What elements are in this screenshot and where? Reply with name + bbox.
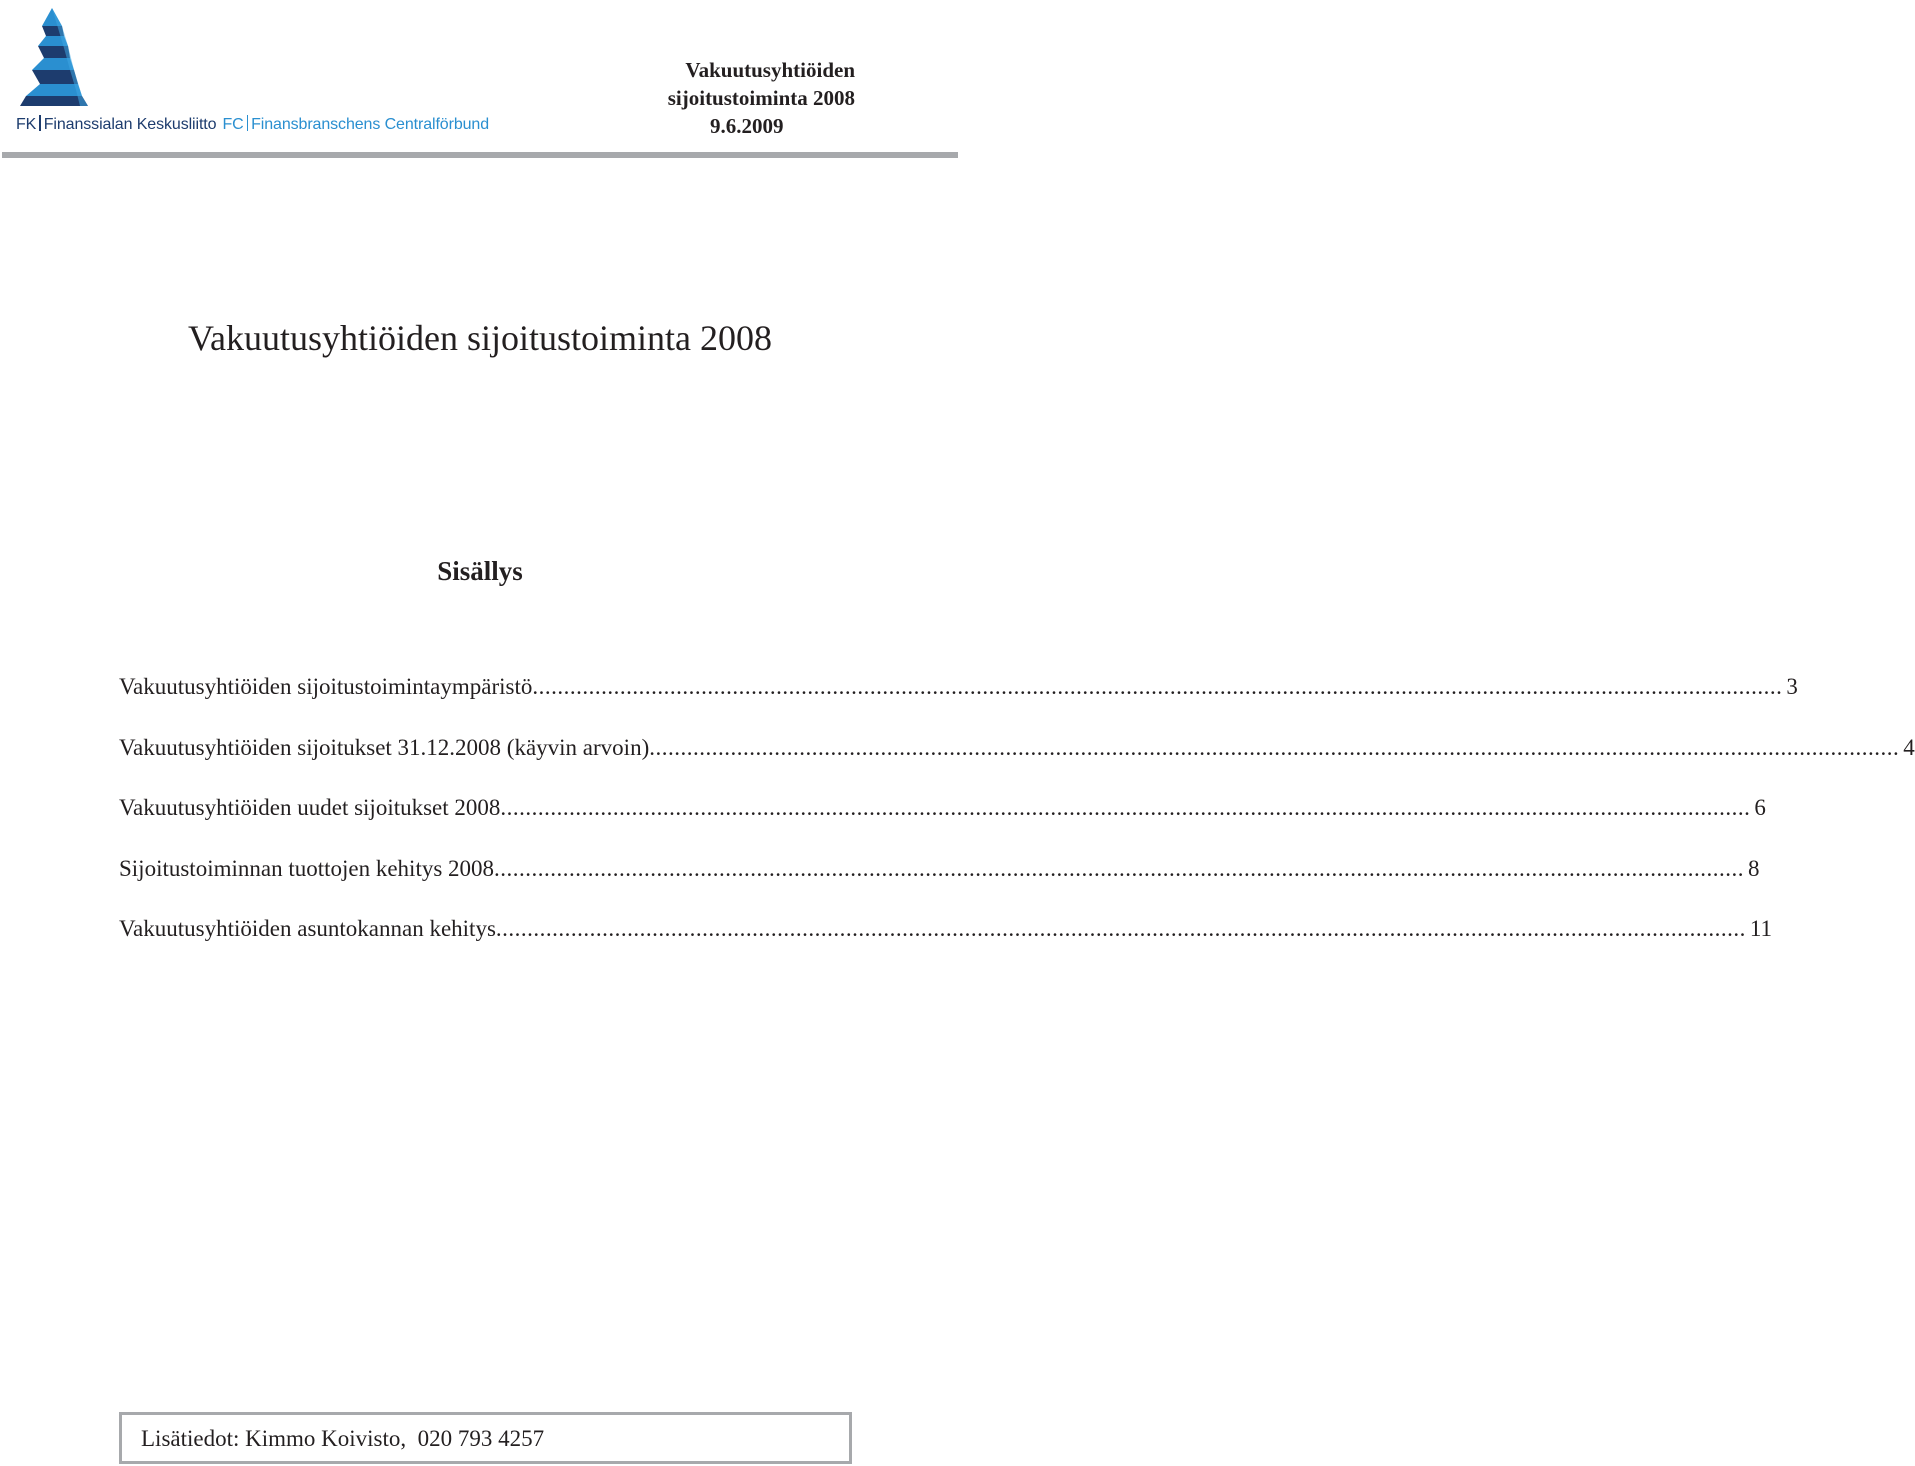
toc-entry-page: 6 — [1754, 795, 1766, 820]
toc-entry-title: Vakuutusyhtiöiden sijoitustoimintaympäristö — [119, 674, 533, 699]
contact-box — [119, 1412, 852, 1464]
toc-entry-page: 11 — [1749, 916, 1773, 941]
toc-entry[interactable] — [119, 672, 1798, 733]
org-fc-abbr: FC — [222, 116, 244, 133]
table-of-contents — [119, 672, 1915, 975]
toc-leader-dots: ........................................................................................................................................................................................................ — [495, 916, 1746, 941]
toc-entry[interactable] — [119, 914, 1773, 975]
contact-info: Lisätiedot: Kimmo Koivisto, 020 793 4257 — [141, 1426, 545, 1451]
header-date: 9.6.2009 — [710, 114, 784, 138]
toc-entry-title: Vakuutusyhtiöiden sijoitukset 31.12.2008 (käyvin arvoin) — [119, 734, 650, 760]
divider — [247, 115, 249, 131]
toc-entry-page: 3 — [1786, 674, 1798, 699]
toc-entry[interactable] — [119, 854, 1760, 915]
toc-entry[interactable] — [119, 733, 1915, 794]
divider — [39, 115, 41, 131]
toc-leader-dots: ........................................................................................................................................................................................................ — [532, 674, 1783, 699]
toc-entry[interactable] — [119, 793, 1766, 854]
toc-leader-dots: ........................................................................................................................................................................................................ — [649, 734, 1900, 760]
toc-entry-page: 4 — [1903, 734, 1915, 760]
toc-entry-title: Sijoitustoiminnan tuottojen kehitys 2008 — [119, 855, 495, 881]
toc-entry-title: Vakuutusyhtiöiden asuntokannan kehitys — [119, 916, 496, 941]
stepped-triangle-logo-icon — [18, 8, 92, 108]
header-title-line2: sijoitustoiminta 2008 — [667, 86, 855, 110]
org-fk-name: Finanssialan Keskusliitto — [43, 116, 217, 133]
toc-entry-page: 8 — [1748, 855, 1760, 881]
page-title: Vakuutusyhtiöiden sijoitustoiminta 2008 — [188, 318, 772, 358]
toc-heading: Sisällys — [437, 556, 523, 586]
toc-leader-dots: ........................................................................................................................................................................................................ — [500, 795, 1751, 820]
organization-name — [16, 115, 489, 134]
header-divider — [2, 152, 958, 158]
toc-entry-title: Vakuutusyhtiöiden uudet sijoitukset 2008 — [119, 795, 501, 820]
header-title-line1: Vakuutusyhtiöiden — [685, 58, 855, 82]
toc-leader-dots: ........................................................................................................................................................................................................ — [494, 855, 1745, 881]
org-fc-name: Finansbranschens Centralförbund — [251, 116, 490, 133]
header-title — [668, 56, 855, 112]
org-fk-abbr: FK — [16, 116, 37, 133]
